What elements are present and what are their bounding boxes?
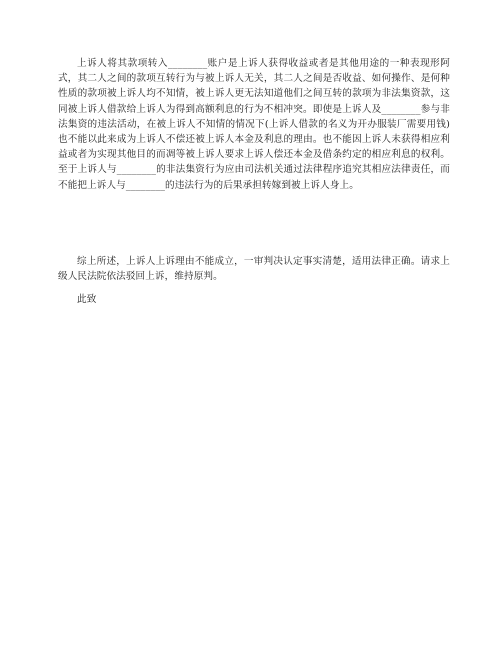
paragraph-appeal-reasoning: 上诉人将其款项转入________账户是上诉人获得收益或者是其他用途的一种表现形阿式，其二人之间的款项互转行为与被上诉人无关，其二人之间是否收益、如何操作、是何种性质的款项被上诉人均不知情，被上诉人更无法知道他们之间互转的款项为非法集资款，这同被上诉人借款给上诉人为得到高额利息的行为不相冲突。即使是上诉人及________参与非法集资的违法活动，在被上诉人不知情的情况下(上诉人借款的名义为开办服装厂需要用钱)也不能以此来成为上诉人不偿还被上诉人本金及利息的理由。也不能因上诉人未获得相应利益或者为实现其他目的而凋等被上诉人要求上诉人偿还本金及借条约定的相应利息的权利。至于上诉人与________的非法集资行为应由司法机关通过法律程序追究其相应法律责任，而不能把上诉人与________的违法行为的后果承担转嫁到被上诉人身上。	[58, 58, 450, 191]
paragraph-conclusion: 综上所述，上诉人上诉理由不能成立，一审判决认定事实清楚，适用法律正确。请求上级人民法院依法驳回上诉，维持原判。	[58, 256, 450, 283]
salutation: 此致	[77, 294, 97, 305]
